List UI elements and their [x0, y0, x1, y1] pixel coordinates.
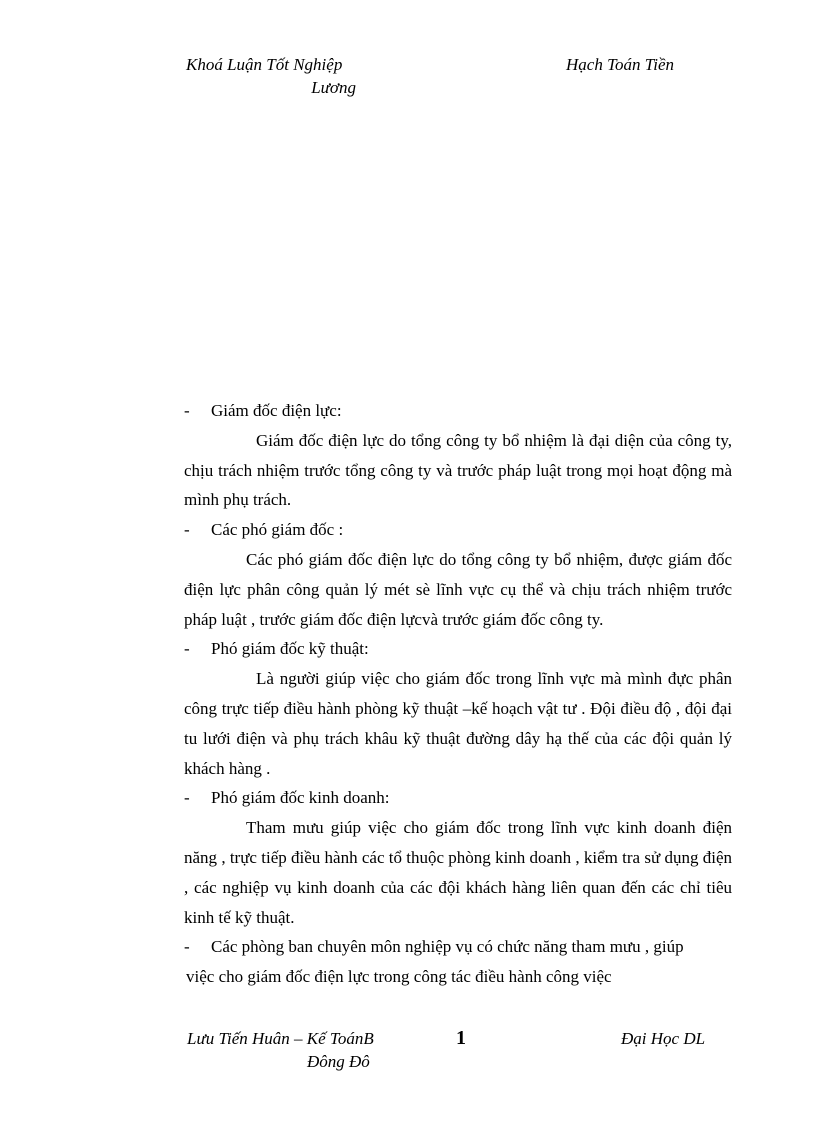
header-left-line2: Lương	[311, 78, 356, 97]
heading-text: Các phó giám đốc :	[211, 520, 344, 540]
header-left-line1: Khoá Luận Tốt Nghiệp	[186, 55, 343, 74]
departments-line2: việc cho giám đốc điện lực trong công tác điều hành công việc	[186, 967, 612, 987]
departments-line1: Các phòng ban chuyên môn nghiệp vụ có chức năng tham mưu , giúp	[211, 937, 684, 957]
footer-left	[187, 1027, 399, 1073]
paragraph-director: Giám đốc điện lực do tổng công ty bổ nhiệm là đại diện của công ty, chịu trách nhiệm trước tổng công ty và trước pháp luật trong mọi hoạt động mà mình phụ trách.	[184, 430, 732, 510]
paragraph-deputy-directors: Các phó giám đốc điện lực do tổng công ty bổ nhiệm, được giám đốc điện lực phân công quản lý mét sè lĩnh vực cụ thể và chịu trách nhiệm trước pháp luật , trước giám đốc điện lựcvà trước giám đốc công ty.	[184, 549, 732, 629]
section-heading-deputy-directors	[184, 515, 732, 545]
heading-text: Phó giám đốc kinh doanh:	[211, 788, 390, 808]
page-number: 1	[456, 1027, 466, 1049]
section-heading-director	[184, 396, 732, 426]
bullet-dash: -	[184, 401, 190, 420]
section-heading-technical-deputy	[184, 634, 732, 664]
header-left	[186, 53, 366, 99]
paragraph-business-deputy: Tham mưu giúp việc cho giám đốc trong lĩnh vực kinh doanh điện năng , trực tiếp điều hành các tổ thuộc phòng kinh doanh , kiểm tra sử dụng điện , các nghiệp vụ kinh doanh của các đội khách hàng liên quan đến các chỉ tiêu kinh tế kỹ thuật.	[184, 818, 732, 927]
footer-right: Đại Học DL	[621, 1029, 706, 1048]
bullet-dash: -	[184, 937, 190, 957]
bullet-dash: -	[184, 788, 190, 808]
section-heading-business-deputy	[184, 783, 732, 813]
heading-text: Giám đốc điện lực:	[211, 401, 342, 420]
footer-left-line2: Đông Đô	[307, 1052, 370, 1071]
bullet-dash: -	[184, 639, 190, 659]
bullet-dash: -	[184, 520, 190, 540]
heading-text: Phó giám đốc kỹ thuật:	[211, 639, 369, 659]
section-departments	[184, 932, 732, 992]
header-right: Hạch Toán Tiền	[566, 55, 675, 74]
footer-left-line1: Lưu Tiến Huân – Kế ToánB	[187, 1029, 374, 1048]
paragraph-technical-deputy: Là người giúp việc cho giám đốc trong lĩnh vực mà mình đực phân công trực tiếp điều hành phòng kỹ thuật –kế hoạch vật tư . Đội điều độ , đội đại tu lưới điện và phụ trách khâu kỹ thuật đường dây hạ thế của các đội quản lý khách hàng .	[184, 669, 732, 778]
document-body	[184, 396, 732, 992]
